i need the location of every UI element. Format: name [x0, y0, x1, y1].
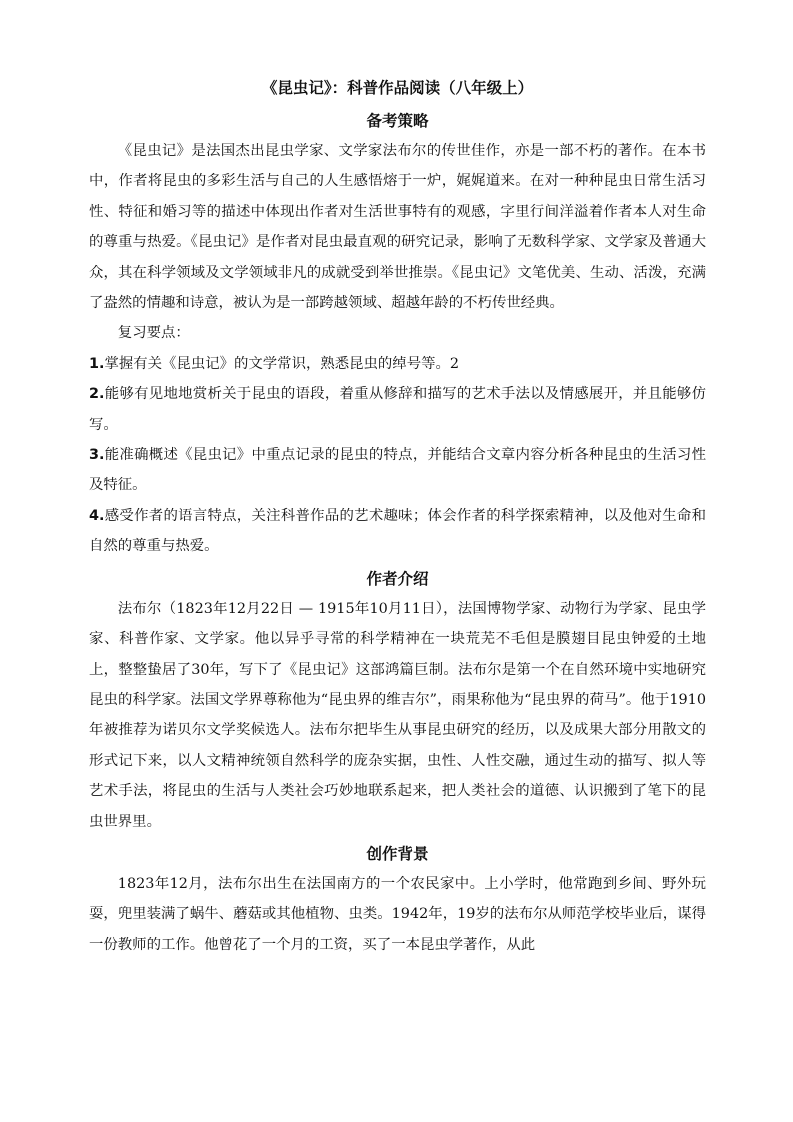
- review-point: [89, 349, 706, 379]
- review-point: [89, 440, 706, 501]
- section-heading-author: 作者介绍: [366, 569, 429, 588]
- review-point-text: 感受作者的语言特点，关注科普作品的艺术趣味；体会作者的科学探索精神，以及他对生命和自然的尊重与热爱。: [89, 507, 706, 555]
- review-point-number: 4.: [89, 507, 105, 524]
- review-point-number: 1.: [89, 355, 105, 372]
- review-point-text: 能准确概述《昆虫记》中重点记录的昆虫的特点，并能结合文章内容分析各种昆虫的生活习性及特征。: [89, 447, 706, 494]
- review-points-label: 复习要点：: [117, 325, 190, 342]
- strategy-intro-paragraph: 《昆虫记》是法国杰出昆虫学家、文学家法布尔的传世佳作，亦是一部不朽的著作。在本书中，作者将昆虫的多彩生活与自己的人生感悟熔于一炉，娓娓道来。在对一种种昆虫日常生活习性、特征和婚习等的描述中体现出作者对生活世事特有的观感，字里行间洋溢着作者本人对生命的尊重与热爱。《昆虫记》是作者对昆虫最直观的研究记录，影响了无数科学家、文学家及普通大众，其在科学领域及文学领域非凡的成就受到举世推崇。《昆虫记》文笔优美、生动、活泼，充满了盎然的情趣和诗意，被认为是一部跨越领域、超越年龄的不朽传世经典。: [89, 143, 706, 312]
- review-point-number: 3.: [89, 447, 105, 464]
- document-body: [89, 76, 706, 960]
- document-title: 《昆虫记》：科普作品阅读（八年级上）: [261, 79, 534, 97]
- review-point-number: 2.: [89, 386, 105, 403]
- review-point: [89, 501, 706, 562]
- section-heading-strategy: 备考策略: [366, 112, 429, 130]
- review-point-text: 掌握有关《昆虫记》的文学常识，熟悉昆虫的绰号等。2: [104, 355, 460, 372]
- author-intro-paragraph: 法布尔（1823年12月22日 — 1915年10月11日），法国博物学家、动物行为学家、昆虫学家、科普作家、文学家。他以异乎寻常的科学精神在一块荒芜不毛但是膜翅目昆虫钟爱的土地上，整整蛰居了30年，写下了《昆虫记》这部鸿篇巨制。法布尔是第一个在自然环境中实地研究昆虫的科学家。法国文学界尊称他为“昆虫界的维吉尔”，雨果称他为“昆虫界的荷马”。他于1910年被推荐为诺贝尔文学奖候选人。法布尔把毕生从事昆虫研究的经历，以及成果大部分用散文的形式记下来，以人文精神统领自然科学的庞杂实据，虫性、人性交融，通过生动的描写、拟人等艺术手法，将昆虫的生活与人类社会巧妙地联系起来，把人类社会的道德、认识搬到了笔下的昆虫世界里。: [89, 600, 706, 830]
- review-point-text: 能够有见地地赏析关于昆虫的语段，着重从修辞和描写的艺术手法以及情感展开，并且能够仿写。: [89, 386, 706, 433]
- background-paragraph: 1823年12月，法布尔出生在法国南方的一个农民家中。上小学时，他常跑到乡间、野外玩耍，兜里装满了蜗牛、蘑菇或其他植物、虫类。1942年，19岁的法布尔从师范学校毕业后，谋得一份教师的工作。他曾花了一个月的工资，买了一本昆虫学著作，从此: [89, 875, 706, 953]
- section-heading-background: 创作背景: [366, 844, 429, 863]
- review-point: [89, 379, 706, 440]
